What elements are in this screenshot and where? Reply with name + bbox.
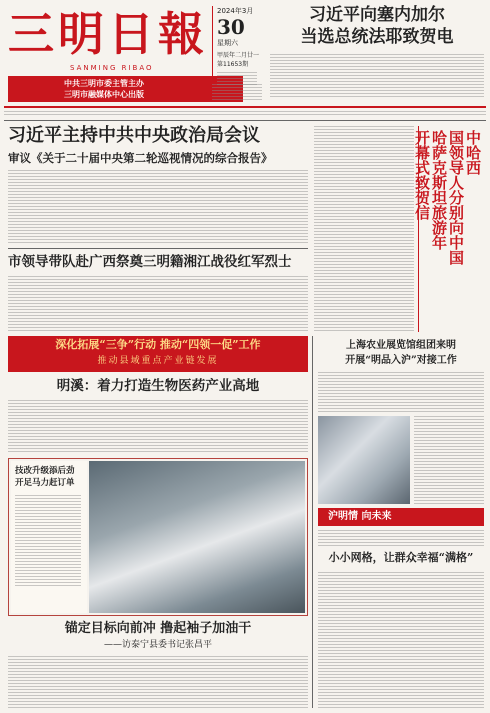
masthead-rule xyxy=(4,106,486,108)
grid-story-headline: 小小网格，让群众幸福“满格” xyxy=(328,551,474,564)
grid-story-body xyxy=(318,572,484,708)
section-intro xyxy=(318,530,484,546)
right-story-body xyxy=(318,372,484,412)
feature-story xyxy=(8,376,308,396)
vertical-headline-col3: 哈萨克斯坦旅游年 xyxy=(430,130,448,250)
photo-caption-title: 技改升级添后劲 开足马力赶订单 xyxy=(15,466,75,488)
date-year-month: 2024年3月 xyxy=(217,7,254,15)
top-right-headline-2: 当选总统法耶致贺电 xyxy=(300,27,454,47)
story1-headline: 习近平主持中共中央政治局会议 xyxy=(8,125,260,146)
right-story-shanghai xyxy=(318,338,484,368)
index-rule xyxy=(4,120,486,121)
vertical-headline xyxy=(414,130,481,328)
date-day: 30 xyxy=(217,15,245,39)
right-headline-1: 上海农业展览馆组团来明 xyxy=(346,340,456,351)
interview-body xyxy=(8,656,308,708)
story1-rule xyxy=(8,248,308,249)
story2-headline: 市领导带队赴广西祭奠三明籍湘江战役红军烈士 xyxy=(8,254,292,270)
banner-line1: 深化拓展“三争”行动 推动“四领一促”工作 xyxy=(55,338,261,351)
date-lunar: 甲辰年二月廿一 xyxy=(217,52,260,59)
story2-body xyxy=(8,276,308,332)
story-red-army xyxy=(8,252,308,272)
story1-body xyxy=(8,170,308,244)
interview-subhead: ——访泰宁县委书记张昌平 xyxy=(103,640,212,650)
feature-headline: 明溪：着力打造生物医药产业高地 xyxy=(56,378,260,394)
photo-caption-body xyxy=(15,495,81,587)
top-right-headline-1: 习近平向塞内加尔 xyxy=(309,5,445,25)
feature-body xyxy=(8,400,308,454)
story-politburo xyxy=(8,124,308,166)
photo-caption-box xyxy=(11,461,87,613)
interview-headline: 锚定目标向前冲 撸起袖子加油干 xyxy=(64,621,252,636)
vertical-headline-col1: 中哈西 xyxy=(464,130,482,175)
date-weekday: 星期六 xyxy=(217,39,238,47)
vertical-headline-col2: 国领导人分别向中国 xyxy=(447,130,465,265)
right-story-photo xyxy=(318,416,410,504)
right-headline-2: 开展“明品入沪”对接工作 xyxy=(345,355,457,366)
right-story-body-2 xyxy=(414,416,484,504)
middle-column-body xyxy=(314,126,414,332)
issue-number: 第11653期 xyxy=(217,61,249,68)
masthead-weather-lines xyxy=(212,84,262,100)
grid-story xyxy=(318,550,484,566)
vertical-headline-col4: 开幕式致贺信 xyxy=(413,130,431,220)
interview-story xyxy=(8,620,308,652)
section-tag xyxy=(318,508,484,526)
right-column-divider xyxy=(312,336,313,708)
date-block xyxy=(212,6,263,82)
theme-banner xyxy=(8,336,308,372)
newspaper-logo xyxy=(8,6,208,62)
logo-pinyin: SANMING RIBAO xyxy=(70,64,154,72)
logo-text: 三明日報 xyxy=(8,7,208,61)
banner-line2: 推动县域重点产业链发展 xyxy=(97,356,219,366)
section-tag-text: 沪明情 向未来 xyxy=(328,511,392,522)
feature-photo-frame xyxy=(8,458,308,616)
sponsor-text: 中共三明市委主管主办 三明市融媒体中心出版 xyxy=(64,79,144,99)
top-right-body xyxy=(270,54,484,98)
story1-subhead: 审议《关于二十届中央第二轮巡视情况的综合报告》 xyxy=(8,151,273,165)
factory-photo xyxy=(89,461,305,613)
top-right-story xyxy=(270,4,484,100)
vertical-story xyxy=(413,126,485,332)
index-line xyxy=(4,111,486,117)
